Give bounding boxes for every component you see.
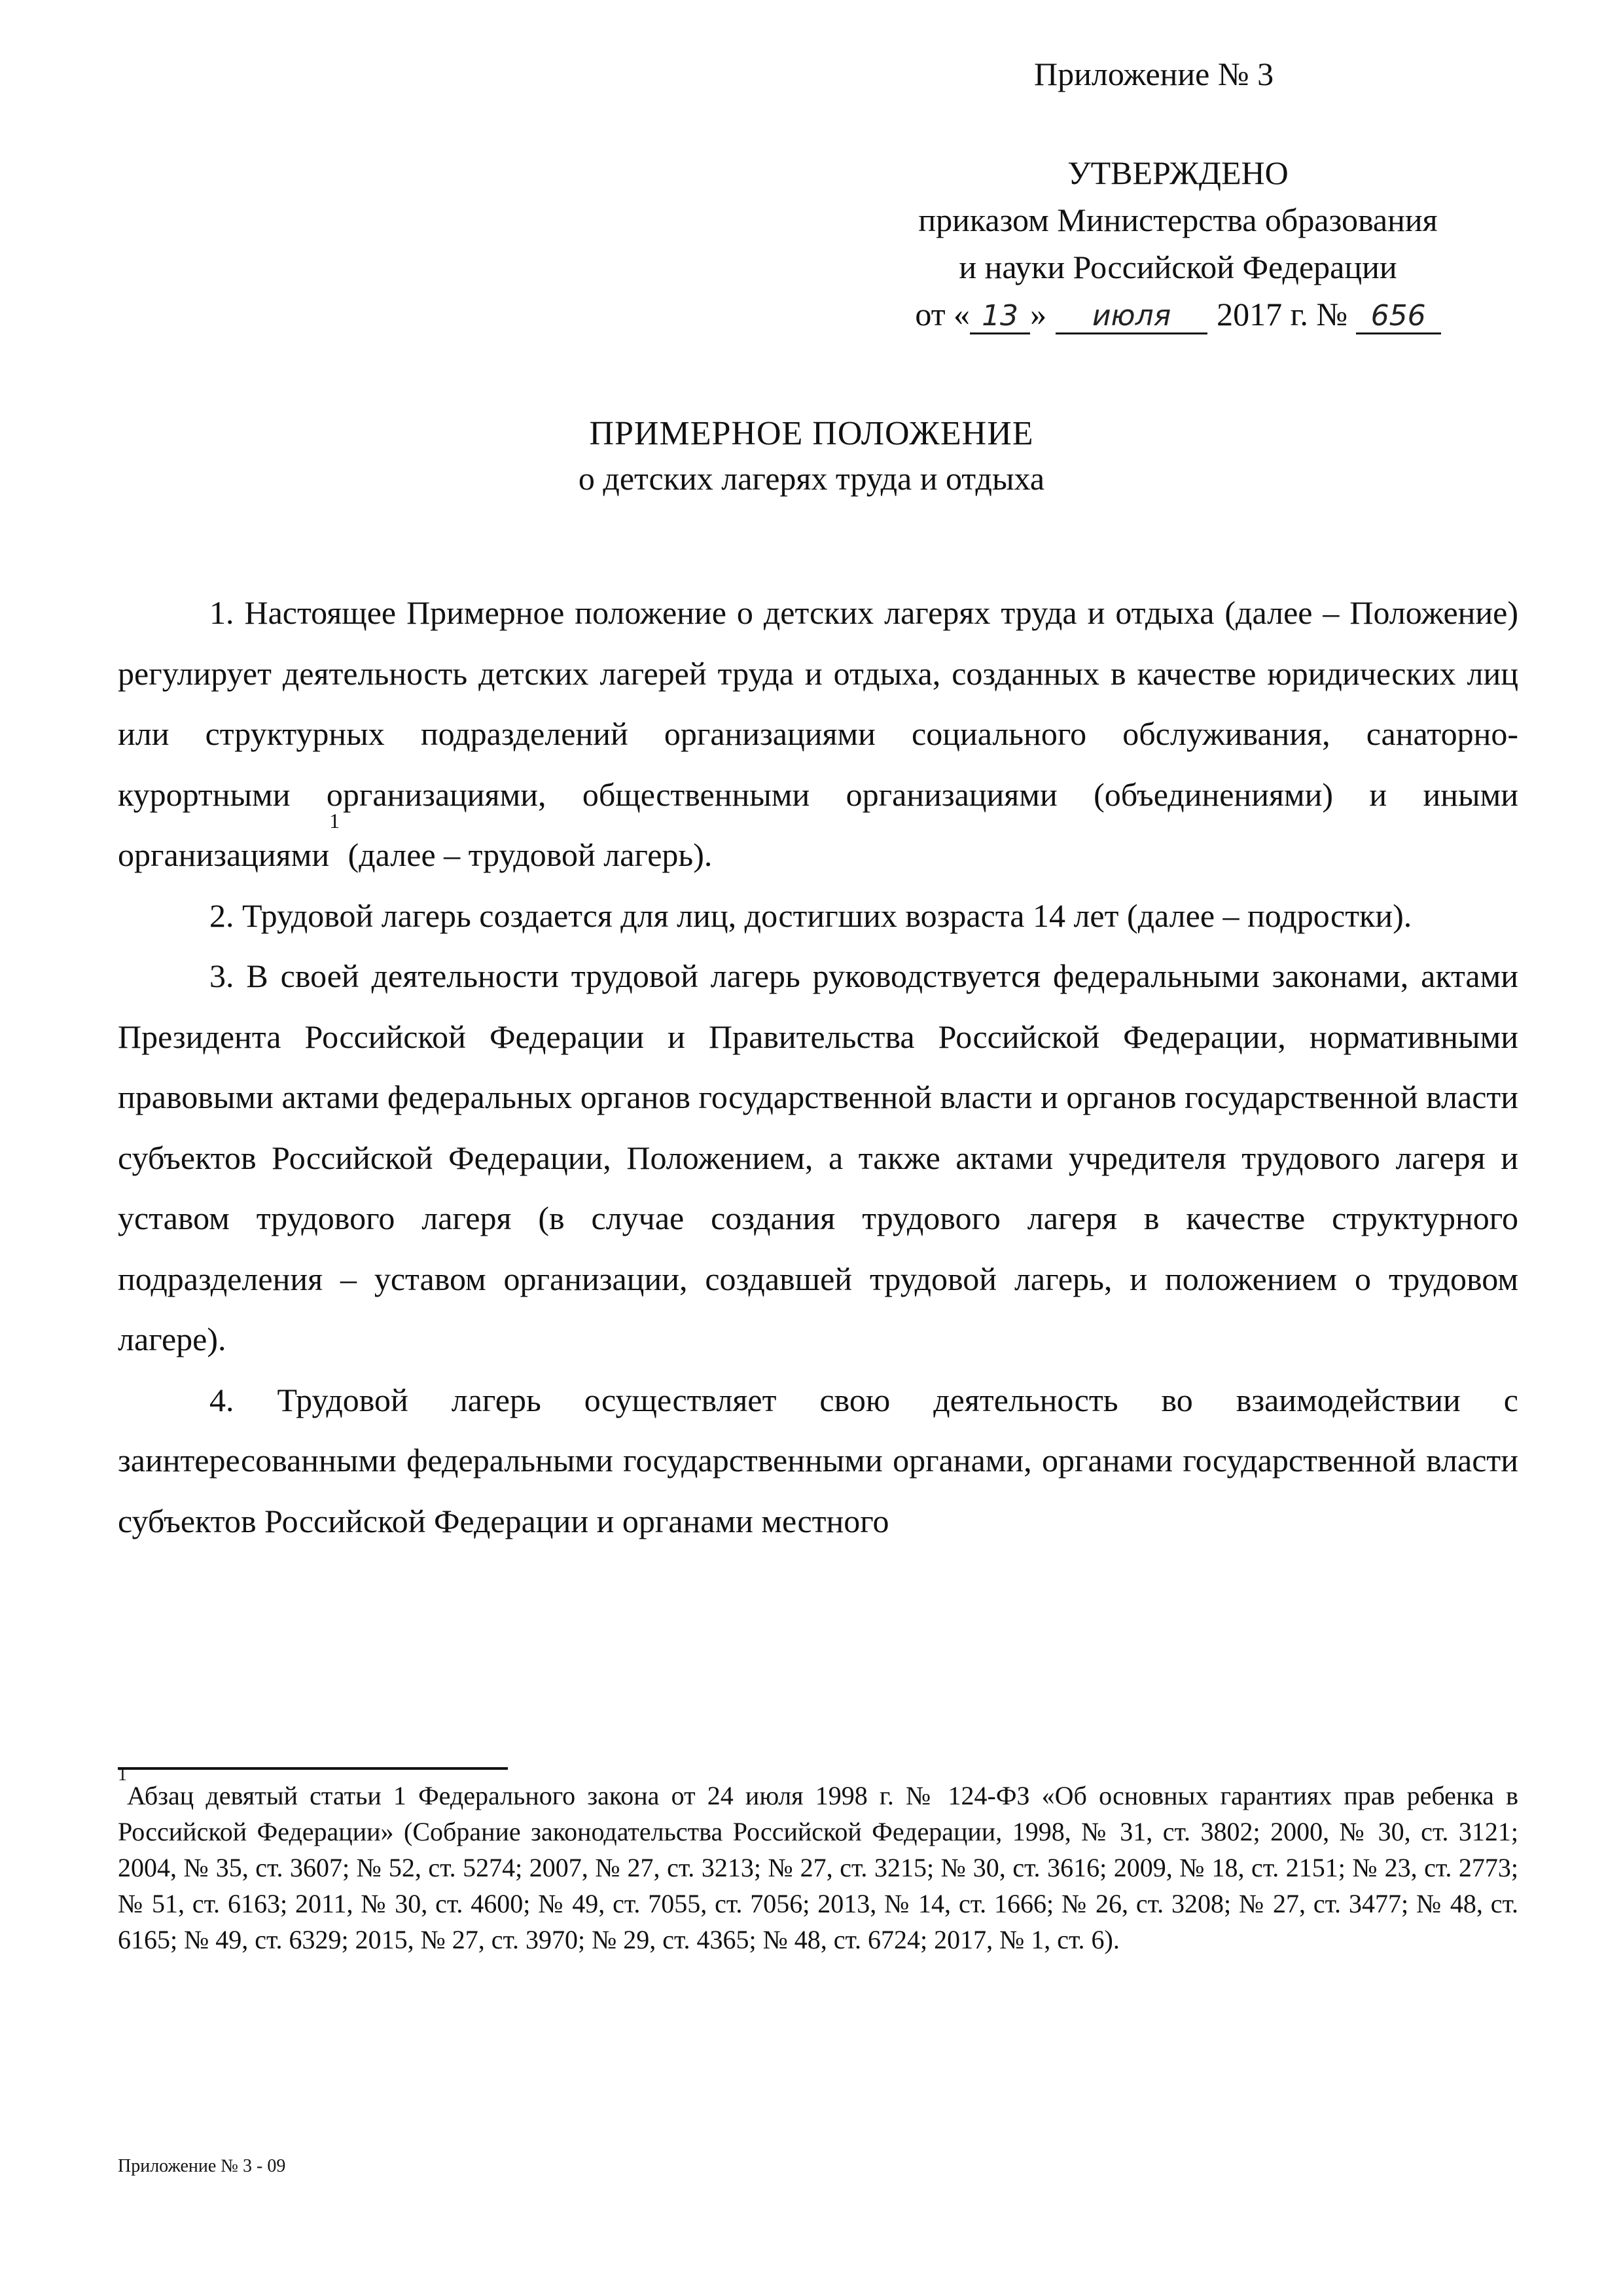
date-prefix: от « bbox=[915, 296, 971, 332]
order-line-1: приказом Министерства образования bbox=[918, 202, 1438, 238]
page-footer-label: Приложение № 3 - 09 bbox=[118, 2156, 286, 2176]
paragraph-1-tail: (далее – трудовой лагерь). bbox=[340, 836, 713, 873]
document-body bbox=[118, 583, 1518, 1551]
paragraph-4: 4. Трудовой лагерь осуществляет свою деятельность во взаимодействии с заинтересованными федеральными государственными органами, органами государственной власти субъектов Российской Федерации и органами местного bbox=[118, 1381, 1518, 1539]
date-year: 2017 г. № bbox=[1217, 296, 1348, 332]
approval-block bbox=[851, 149, 1505, 338]
handwritten-order-number: 656 bbox=[1356, 300, 1441, 334]
footnote-text: Абзац девятый статьи 1 Федерального закона от 24 июля 1998 г. № 124-ФЗ «Об основных гарантиях прав ребенка в Российской Федерации» (Собрание законодательства Российской Федерации, 1998, № 31, ст. 3802; 2000, № 30, ст. 3121; 2004, № 35, ст. 3607; № 52, ст. 5274; 2007, № 27, ст. 3213; № 27, ст. 3215; № 30, ст. 3616; 2009, № 18, ст. 2151; № 23, ст. 2773; № 51, ст. 6163; 2011, № 30, ст. 4600; № 49, ст. 7055, ст. 7056; 2013, № 14, ст. 1666; № 26, ст. 3208; № 27, ст. 3477; № 48, ст. 6165; № 49, ст. 6329; 2015, № 27, ст. 3970; № 29, ст. 4365; № 48, ст. 6724; 2017, № 1, ст. 6). bbox=[118, 1781, 1518, 1954]
footnote-paragraph bbox=[118, 1765, 1518, 1958]
paragraph-3: 3. В своей деятельности трудовой лагерь руководствуется федеральными законами, актами Президента Российской Федерации и Правительства Российской Федерации, нормативными правовыми актами федеральных органов государственной власти и органов государственной власти субъектов Российской Федерации, Положением, а также актами учредителя трудового лагеря и уставом трудового лагеря (в случае создания трудового лагеря в качестве структурного подразделения – уставом организации, создавшей трудовой лагерь, и положением о трудовом лагере). bbox=[118, 958, 1518, 1357]
document-title: ПРИМЕРНОЕ ПОЛОЖЕНИЕ bbox=[589, 415, 1034, 452]
order-line-2: и науки Российской Федерации bbox=[959, 249, 1397, 285]
appendix-label: Приложение № 3 bbox=[1034, 56, 1274, 92]
approved-stamp-text: УТВЕРЖДЕНО bbox=[1067, 154, 1289, 191]
order-date-line bbox=[851, 291, 1505, 338]
handwritten-day: 13 bbox=[970, 300, 1030, 334]
document-subtitle: о детских лагерях труда и отдыха bbox=[578, 460, 1045, 497]
paragraph-2: 2. Трудовой лагерь создается для лиц, достигших возраста 14 лет (далее – подростки). bbox=[209, 897, 1412, 934]
footnote bbox=[118, 1765, 1518, 1958]
date-quote-close: » bbox=[1030, 296, 1047, 332]
footnote-separator bbox=[118, 1767, 508, 1770]
paragraph-1-text: 1. Настоящее Примерное положение о детских лагерях труда и отдыха (далее – Положение) регулирует деятельность детских лагерей труда и отдыха, созданных в качестве юридических лиц или структурных подразделений организациями социального обслуживания, санаторно-курортными организациями, общественными организациями (объединениями) и иными организациями bbox=[118, 594, 1518, 873]
footnote-reference[interactable]: 1 bbox=[329, 809, 340, 833]
handwritten-month: июля bbox=[1056, 300, 1207, 334]
footnote-marker: 1 bbox=[118, 1765, 127, 1785]
paragraph-1 bbox=[118, 583, 1518, 886]
